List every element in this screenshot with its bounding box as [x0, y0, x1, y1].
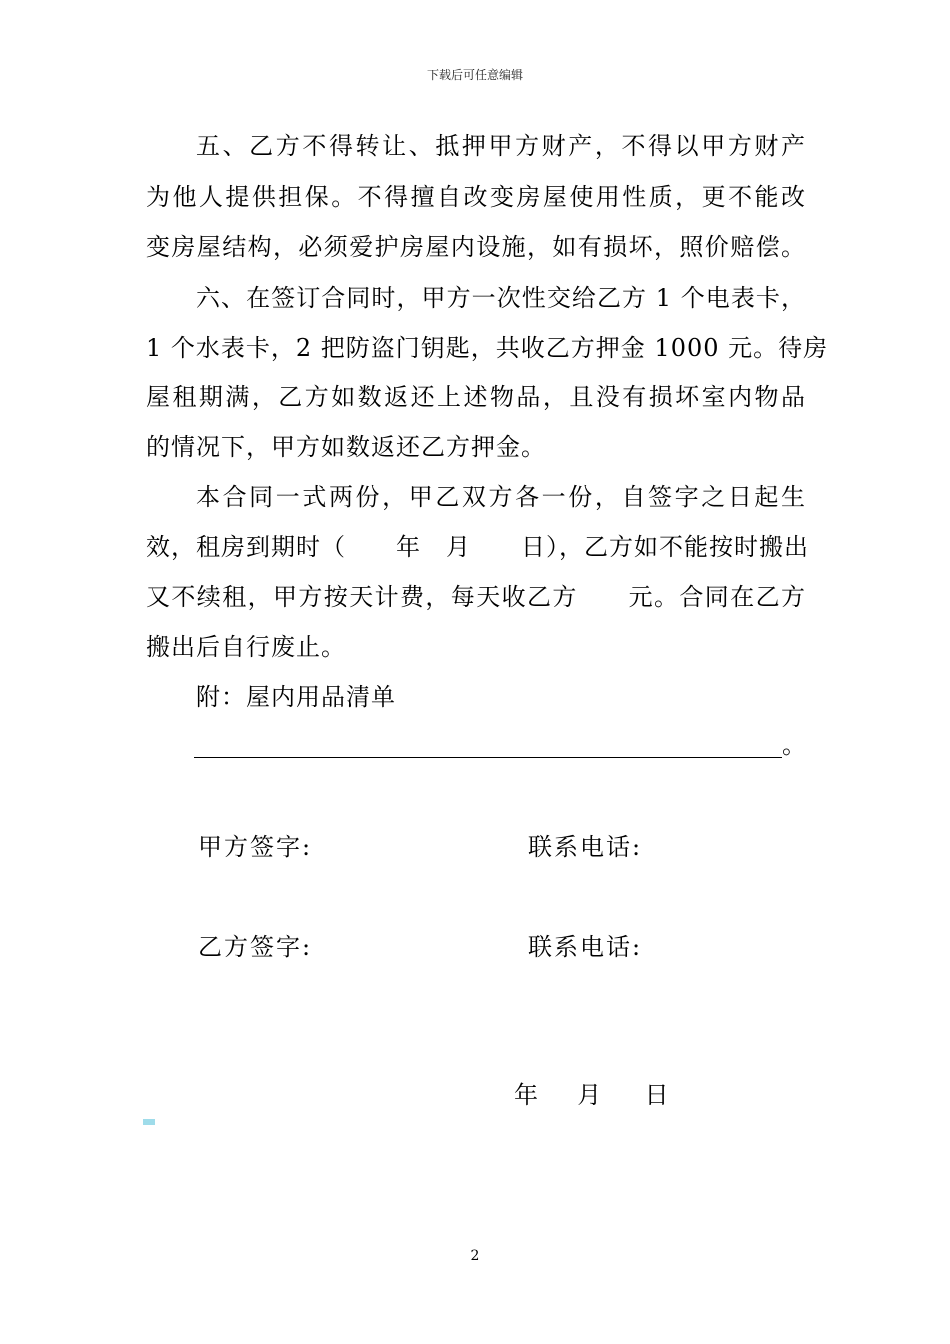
party-a-phone-label: 联系电话: [528, 833, 643, 861]
term-line-4: 搬出后自行废止。 [146, 633, 346, 661]
party-b-signature-label: 乙方签字: [198, 933, 313, 961]
appendix-blank-row [194, 730, 814, 760]
appendix-label: 附：屋内用品清单 [196, 683, 396, 711]
cursor-marker [143, 1119, 155, 1125]
clause-5-line-1: 五、乙方不得转让、抵押甲方财产，不得以甲方财产 [196, 132, 806, 160]
clause-5-line-2: 为他人提供担保。不得擅自改变房屋使用性质，更不能改 [146, 183, 806, 211]
term-line-3: 又不续租，甲方按天计费，每天收乙方 元。合同在乙方 [146, 583, 806, 611]
clause-6-line-4: 的情况下，甲方如数返还乙方押金。 [146, 433, 546, 461]
clause-5-line-3: 变房屋结构，必须爱护房屋内设施，如有损坏，照价赔偿。 [146, 233, 806, 261]
header-note: 下载后可任意编辑 [426, 68, 523, 82]
appendix-blank-line [194, 757, 782, 758]
term-line-1: 本合同一式两份，甲乙双方各一份，自签字之日起生 [196, 483, 806, 511]
date-day: 日 [644, 1081, 669, 1109]
party-a-signature-label: 甲方签字: [198, 833, 313, 861]
appendix-blank-period: 。 [782, 731, 806, 759]
party-b-phone-label: 联系电话: [528, 933, 643, 961]
term-line-2: 效，租房到期时（ 年 月 日），乙方如不能按时搬出 [146, 533, 809, 561]
clause-6-line-3: 屋租期满，乙方如数返还上述物品，且没有损坏室内物品 [146, 383, 806, 411]
signing-date [514, 1080, 669, 1110]
date-year: 年 [514, 1081, 538, 1109]
clause-6-line-2: 1 个水表卡，2 把防盗门钥匙，共收乙方押金 1000 元。待房 [146, 334, 829, 362]
date-month: 月 [577, 1081, 602, 1109]
clause-6-line-1: 六、在签订合同时，甲方一次性交给乙方 1 个电表卡， [196, 284, 806, 312]
page-number: 2 [470, 1248, 480, 1264]
